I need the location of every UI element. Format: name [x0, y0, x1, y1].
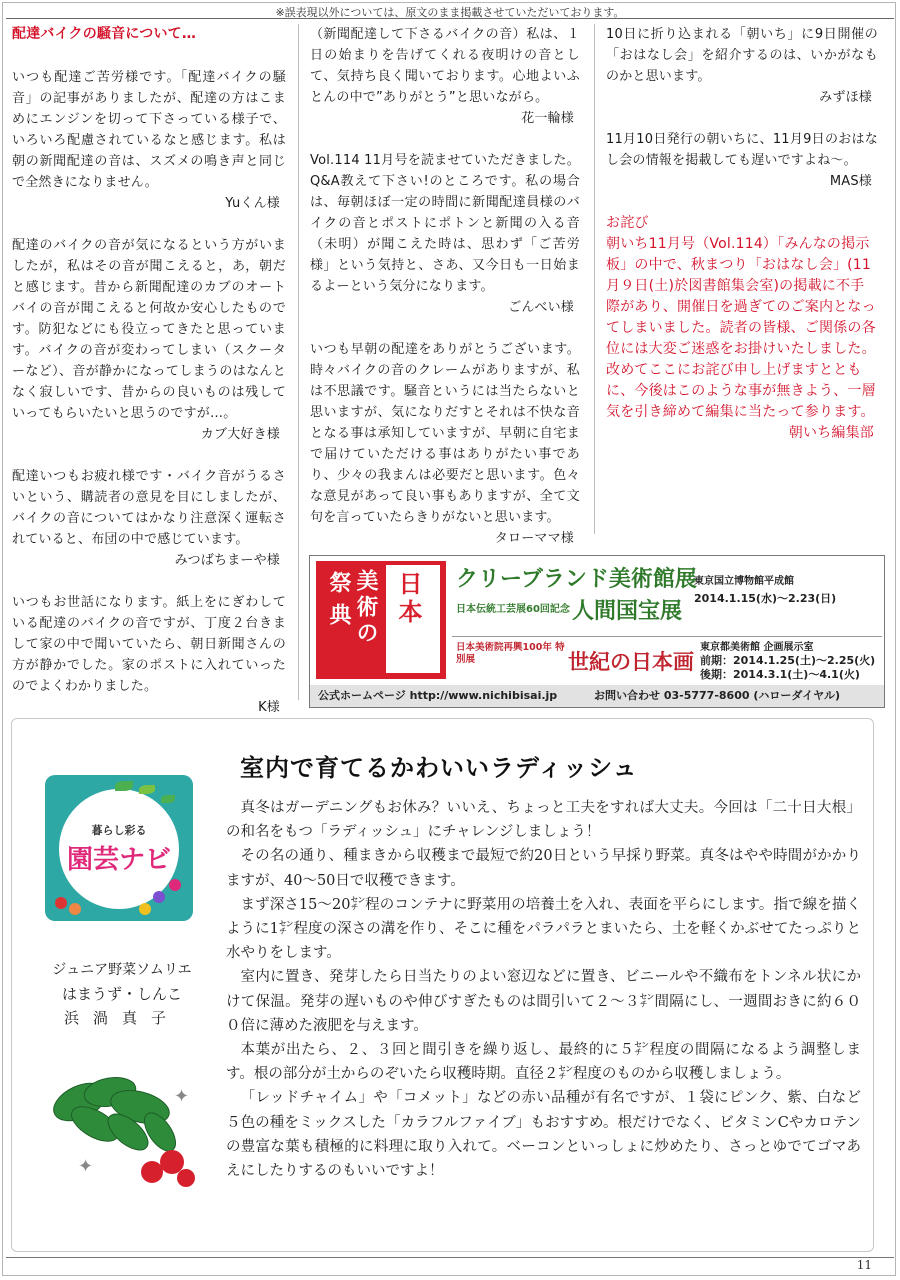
letter-signature: K様: [258, 700, 280, 715]
letter-text: いつも早朝の配達をありがとうございます。時々バイクの音のクレームがありますが、私は不思議です。騒音というには当たらないと思いますが、気になりだすとそれは不快な音となる事は承知していますが、早朝に自宅まで届けていただける事はありがたい事であり、少々の我まんは必要だと思います。色々な意見があって良い事もありますが、全て文句を言っていたらきりがないと思います。: [310, 342, 580, 525]
exhibit-venue: 東京都美術館 企画展示室: [700, 642, 814, 653]
radish-illustration: [40, 1062, 200, 1192]
festival-logo: [316, 561, 446, 679]
flower-icon: [153, 891, 165, 903]
reader-letter: [606, 24, 878, 108]
flower-icon: [169, 879, 181, 891]
letter-text: 10日に折り込まれる「朝いち」に9日開催の「おはなし会」を紹介するのは、いかがなものかと思います。: [606, 27, 878, 84]
header-rule: [6, 18, 894, 19]
letter-signature: みずほ様: [819, 90, 872, 105]
footer-rule: [6, 1257, 894, 1258]
author-kana: はまうず・しんこ: [61, 985, 182, 1003]
letter-signature: カブ大好き様: [200, 427, 280, 442]
section-heading: 配達バイクの騒音について…: [12, 26, 197, 42]
logo-white-panel: [386, 565, 440, 673]
sparkle-icon: ✦: [78, 1156, 94, 1177]
badge-subtitle: 暮らし彩る: [91, 824, 147, 837]
leaf-icon: [161, 795, 175, 803]
reader-letter: [12, 235, 286, 445]
ad-footer: [310, 685, 884, 707]
article-paragraph: 本葉が出たら、２、３回と間引きを繰り返し、最終的に５㌢程度の間隔になるよう調整します。根の部分が土からのぞいたら収穫時期。直径２㌢程度のものから収穫しましょう。: [226, 1042, 861, 1083]
article-paragraph: 真冬はガーデニングもお休み？いいえ、ちょっと工夫をすれば大丈夫。今回は「二十日大根」の和名をもつ「ラディッシュ」にチャレンジしましょう！: [226, 800, 861, 841]
letter-text: いつもお世話になります。紙上をにぎわしている配達のバイクの音ですが、丁度２台きまして家の中で聞いていたら、朝日新聞さんの方が静かでした。家のポストに入れていったのでよくわかりました。: [12, 595, 286, 694]
exhibit-dates: 2014.1.15(水)〜2.23(日): [694, 592, 837, 605]
letter-signature: みつばちまーや様: [174, 553, 280, 568]
letter-signature: タローママ様: [494, 531, 574, 546]
radish-roots: [141, 1150, 195, 1187]
logo-text: 美術の: [353, 569, 379, 647]
apology-notice: [606, 213, 878, 444]
column-divider: [594, 24, 595, 534]
letter-signature: 花一輪様: [521, 111, 574, 126]
letter-text: 配達いつもお疲れ様です・バイク音がうるさいという、購読者の意見を目にしましたが、バイクの音についてはかなり注意深く運転されていると、布団の中で感じています。: [12, 469, 286, 547]
letter-text: 11月10日発行の朝いちに、11月9日のおはなし会の情報を掲載しても遅いですよね〜。: [606, 132, 878, 168]
exhibit-subtitle: 日本美術院再興100年 特別展: [456, 642, 565, 665]
article-paragraph: 室内に置き、発芽したら日当たりのよい窓辺などに置き、ビニールや不織布をトンネル状にかけて保温。発芽の遅いものや伸びすぎたものは間引いて２～３㌢間隔にし、一週間おきに約６００倍に薄めた液肥を与えます。: [226, 969, 861, 1034]
reader-letter: [12, 592, 286, 718]
reader-letter: [12, 466, 286, 571]
exhibit-dates: 前期：2014.1.25(土)〜2.25(火): [700, 654, 876, 667]
letter-signature: Yuくん様: [225, 196, 280, 211]
flower-icon: [139, 903, 151, 915]
letter-text: 配達のバイクの音が気になるという方がいましたが，私はその音が聞こえると，あ，朝だと感じます。昔から新聞配達のカブのオートバイの音が聞こえると何故か安心したものです。防犯などにも役立ってきたと思っています。バイクの音が変わってしまい（スクーターなど）、音が静かになってしまうのはなんとなく寂しいです、昔からの良いものは残していってもらいたいと思うのですが…。: [12, 238, 286, 421]
letters-column-2: [310, 24, 580, 570]
exhibit-dates: 後期：2014.3.1(土)〜4.1(火): [700, 668, 860, 681]
letters-column-3: [606, 24, 878, 444]
apology-signature: 朝いち編集部: [788, 425, 874, 441]
logo-text: 日本: [394, 571, 423, 627]
reader-letter: [310, 339, 580, 549]
exhibit-title: 世紀の日本画: [568, 649, 694, 674]
letter-signature: MAS様: [829, 174, 872, 189]
letter-text: （新聞配達して下さるバイクの音）私は、１日の始まりを告げてくれる夜明けの音として、気持ち良く聞いております。心地よいふとんの中で”ありがとう”と思いながら。: [310, 27, 580, 105]
article-paragraph: まず深さ15～20㌢程のコンテナに野菜用の培養土を入れ、表面を平らにします。指で線を描くように1㌢程度の深さの溝を作り、そこに種をパラパラとまいたら、土を軽くかぶせてたっぷりと水やりをします。: [226, 896, 861, 962]
ad-divider: [452, 636, 882, 637]
letter-text: Vol.114 11月号を読ませていただきました。Q&A教えて下さい!のところです。私の場合は、毎朝ほぼ一定の時間に新聞配達員様のバイクの音とポストにポトンと新聞の入る音（未明）が聞こえた時は、思わず「ご苦労様」という気持と、さあ、又今日も一日始まるよーという気分になります。: [310, 153, 580, 294]
exhibit-title: クリーブランド美術館展: [456, 566, 697, 592]
author-title: ジュニア野菜ソムリエ: [52, 962, 192, 978]
page-number: 11: [856, 1258, 872, 1272]
ad-website[interactable]: 公式ホームページ http://www.nichibisai.jp: [318, 689, 558, 702]
exhibit-venue: 東京国立博物館平成館: [694, 576, 794, 587]
logo-text: 祭典: [326, 571, 352, 635]
exhibition-ad[interactable]: [309, 555, 885, 708]
letters-column-1: [12, 24, 286, 739]
apology-text: 朝いち11月号（Vol.114）「みんなの掲示板」の中で、秋まつり「おはなし会」(11月９日(土)於図書館集会室)の掲載に不手際があり、開催日を過ぎてのご案内となってしまいました。読者の皆様、ご関係の各位には大変ご迷惑をお掛けいたしました。改めてここにお詫び申し上げますとともに、今後はこのような事が無きよう、一層気を引き締めて編集に当たって参ります。: [606, 236, 876, 420]
article-paragraph: その名の通り、種まきから収穫まで最短で約20日という早採り野菜。真冬はやや時間がかかりますが、40～50日で収穫できます。: [226, 848, 861, 889]
flower-icon: [55, 897, 67, 909]
reader-letter: [310, 24, 580, 129]
radish-leaves: [48, 1074, 182, 1157]
author-credit: [22, 958, 222, 1030]
garden-navi-badge: [45, 775, 193, 921]
column-divider: [298, 24, 299, 700]
sparkle-icon: ✦: [174, 1086, 190, 1107]
badge-title: 園芸ナビ: [66, 845, 171, 875]
article-paragraph: 「レッドチャイム」や「コメット」などの赤い品種が有名ですが、１袋にピンク、紫、白など５色の種をミックスした「カラフルファイブ」もおすすめ。根だけでなく、ビタミンCやカロテンの豊富な葉も積極的に料理に取り入れて。ベーコンといっしょに炒めたり、さっとゆでてゴマあえにしたりするのもいいですよ！: [226, 1090, 861, 1180]
leaf-icon: [115, 781, 133, 791]
flower-icon: [69, 903, 81, 915]
translation-note: ※誤表現以外については、原文のまま掲載させていただいております。: [275, 6, 625, 19]
letter-text: いつも配達ご苦労様です。「配達バイクの騒音」の記事がありましたが、配達の方はこまめにエンジンを切って下さっている様子で、いろいろ配慮されているなと感じます。私は朝の新聞配達の音は、スズメの鳴き声と同じで全然きになりません。: [12, 70, 286, 190]
leaf-icon: [139, 785, 155, 794]
letter-signature: ごんべい様: [508, 300, 574, 315]
reader-letter: [310, 150, 580, 318]
apology-title: お詫び: [606, 215, 649, 231]
reader-letter: [606, 129, 878, 192]
ad-phone: お問い合わせ 03-5777-8600 (ハローダイヤル): [594, 689, 841, 702]
exhibit-title: 人間国宝展: [572, 598, 683, 624]
article-body: [226, 796, 861, 1183]
reader-letter: [12, 67, 286, 214]
article-title: 室内で育てるかわいいラディッシュ: [240, 754, 638, 782]
author-name: 浜渦真子: [63, 1009, 180, 1027]
exhibit-subtitle: 日本伝統工芸展60回記念: [456, 604, 570, 615]
